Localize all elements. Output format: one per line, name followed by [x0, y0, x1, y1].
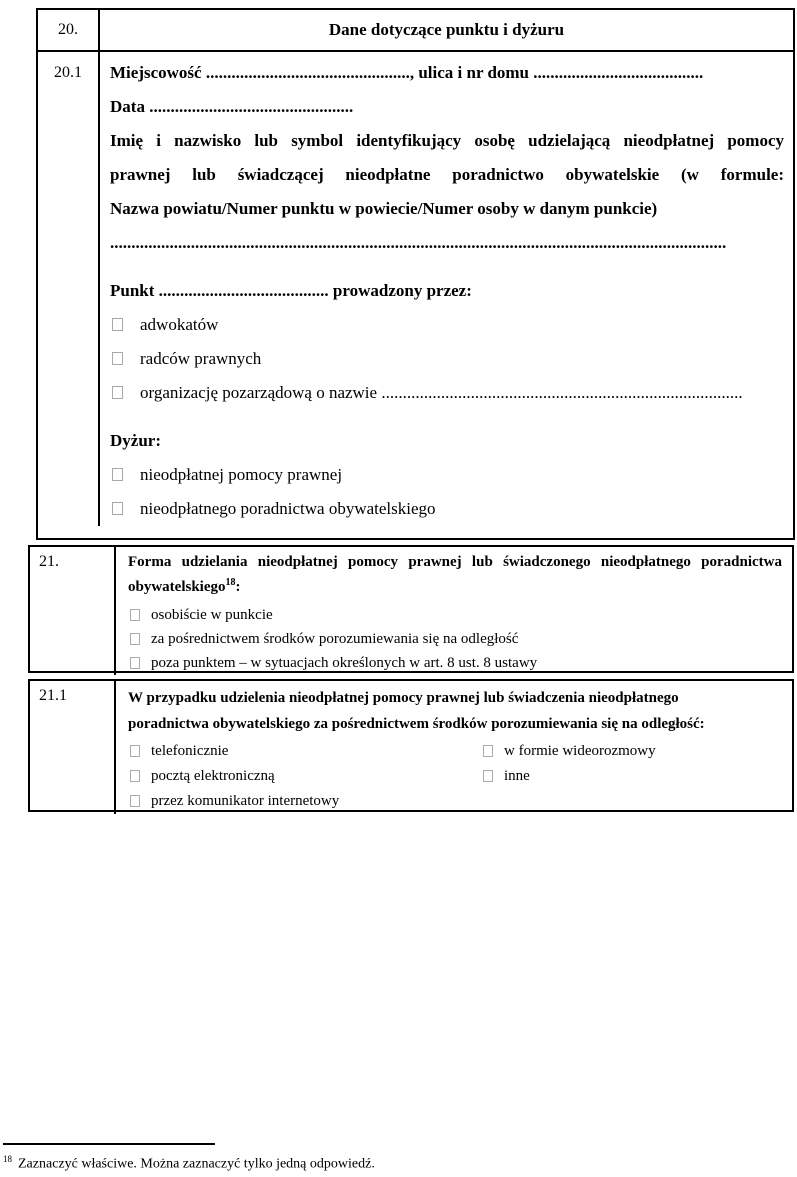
- kontakt-option-inne: [481, 764, 782, 789]
- section-21-row: [30, 547, 792, 675]
- person-paragraph-line1: Imię i nazwisko lub symbol identyfikujący osobę udzielającą nieodpłatnej pomocy: [110, 131, 784, 150]
- option-label: organizację pozarządową o nazwie .....................................................................................: [140, 383, 743, 402]
- option-label: poza punktem – w sytuacjach określonych w art. 8 ust. 8 ustawy: [151, 655, 538, 671]
- checkbox-icon[interactable]: [130, 795, 140, 807]
- section-21-1-content: [116, 681, 792, 814]
- option-label: osobiście w punkcie: [151, 607, 273, 623]
- footnote-text: Zaznaczyć właściwe. Można zaznaczyć tylko jedną odpowiedź.: [18, 1156, 375, 1172]
- checkbox-icon[interactable]: [130, 745, 140, 757]
- option-label: w formie wideorozmowy: [504, 743, 656, 759]
- option-label: nieodpłatnego poradnictwa obywatelskiego: [140, 499, 436, 518]
- checkbox-icon[interactable]: [112, 352, 123, 365]
- dyzur-option-pomoc-prawna: [110, 458, 784, 492]
- dyzur-option-poradnictwo: [110, 492, 784, 526]
- punkt-label: Punkt: [110, 281, 155, 300]
- footnote-ref-18: 18: [225, 577, 236, 588]
- option-label: przez komunikator internetowy: [151, 793, 340, 809]
- forma-option-poza-punktem: [128, 651, 782, 675]
- punkt-option-organizacja: [110, 376, 784, 410]
- section-21-title-line1: Forma udzielania nieodpłatnej pomocy prawnej lub świadczonego nieodpłatnego poradnictwa: [128, 554, 782, 570]
- person-fill-dots: .................................................................................................................................................: [110, 233, 727, 252]
- checkbox-icon[interactable]: [112, 386, 123, 399]
- data-fill-dots: ................................................: [149, 97, 354, 116]
- section-21-content: [116, 547, 792, 675]
- section-20-1-row: [38, 52, 793, 526]
- dyzur-label: Dyżur:: [110, 431, 161, 450]
- row-number-21: 21.: [30, 547, 116, 675]
- checkbox-icon[interactable]: [483, 745, 493, 757]
- checkbox-icon[interactable]: [112, 318, 123, 331]
- option-label: nieodpłatnej pomocy prawnej: [140, 465, 343, 484]
- kontakt-option-wideorozmowa: [481, 739, 782, 764]
- section-21-1-options: [128, 739, 782, 814]
- footnote-number: 18: [3, 1154, 12, 1164]
- options-right-column: [481, 739, 782, 814]
- section-21-1-table: [28, 679, 794, 812]
- kontakt-option-komunikator: [128, 789, 481, 814]
- checkbox-icon[interactable]: [483, 770, 493, 782]
- option-label: za pośrednictwem środków porozumiewania się na odległość: [151, 631, 519, 647]
- option-label: radców prawnych: [140, 349, 262, 368]
- organizacja-fill-dots: .....................................................................................: [381, 383, 743, 402]
- section-20-1-content: [100, 52, 793, 526]
- footnote-separator-rule: [3, 1143, 215, 1145]
- checkbox-icon[interactable]: [130, 609, 140, 621]
- data-label: Data: [110, 97, 145, 116]
- option-label: pocztą elektroniczną: [151, 768, 275, 784]
- section-21-1-title-line1: W przypadku udzielenia nieodpłatnej pomocy prawnej lub świadczenia nieodpłatnego: [128, 690, 679, 706]
- punkt-option-adwokaci: [110, 308, 784, 342]
- section-21-1-row: [30, 681, 792, 814]
- field-line-date: [110, 90, 784, 124]
- forma-option-osobiscie: [128, 603, 782, 627]
- section-20-table: [36, 8, 795, 540]
- section-20-title: Dane dotyczące punktu i dyżuru: [328, 20, 565, 39]
- person-paragraph-line2: prawnej lub świadczącej nieodpłatne poradnictwo obywatelskie (w formule:: [110, 165, 784, 184]
- miejscowosc-fill-dots: ................................................: [205, 63, 410, 82]
- miejscowosc-label: Miejscowość: [110, 63, 202, 82]
- section-21-table: [28, 545, 794, 673]
- section-21-title-line2: obywatelskiego$^{18}$:: [128, 577, 241, 595]
- field-line-punkt: [110, 274, 784, 308]
- ulica-label: ulica i nr domu: [418, 63, 530, 82]
- options-left-column: [128, 739, 481, 814]
- punkt-suffix: prowadzony przez:: [332, 281, 472, 300]
- checkbox-icon[interactable]: [112, 468, 123, 481]
- section-20-header-row: [38, 10, 793, 52]
- checkbox-icon[interactable]: [112, 502, 123, 515]
- option-label: adwokatów: [140, 315, 219, 334]
- section-21-options: [128, 603, 782, 675]
- forma-option-na-odleglosc: [128, 627, 782, 651]
- option-label: telefonicznie: [151, 743, 229, 759]
- checkbox-icon[interactable]: [130, 657, 140, 669]
- row-number-20-1: 20.1: [38, 52, 100, 526]
- checkbox-icon[interactable]: [130, 633, 140, 645]
- row-number-21-1: 21.1: [30, 681, 116, 814]
- punkt-option-radcowie: [110, 342, 784, 376]
- punkt-fill-dots: ........................................: [158, 281, 329, 300]
- kontakt-option-telefonicznie: [128, 739, 481, 764]
- option-label: inne: [504, 768, 530, 784]
- ulica-fill-dots: ........................................: [533, 63, 704, 82]
- section-21-1-title-line2: poradnictwa obywatelskiego za pośrednictwem środków porozumiewania się na odległość:: [128, 716, 705, 732]
- kontakt-option-poczta: [128, 764, 481, 789]
- person-paragraph-line3: Nazwa powiatu/Numer punktu w powiecie/Numer osoby w danym punkcie): [110, 199, 658, 218]
- checkbox-icon[interactable]: [130, 770, 140, 782]
- row-number-20: 20.: [38, 10, 100, 50]
- field-line-location: Miejscowość ................................................, ulica i nr domu ........................................: [110, 63, 704, 82]
- footnote: [3, 1149, 375, 1175]
